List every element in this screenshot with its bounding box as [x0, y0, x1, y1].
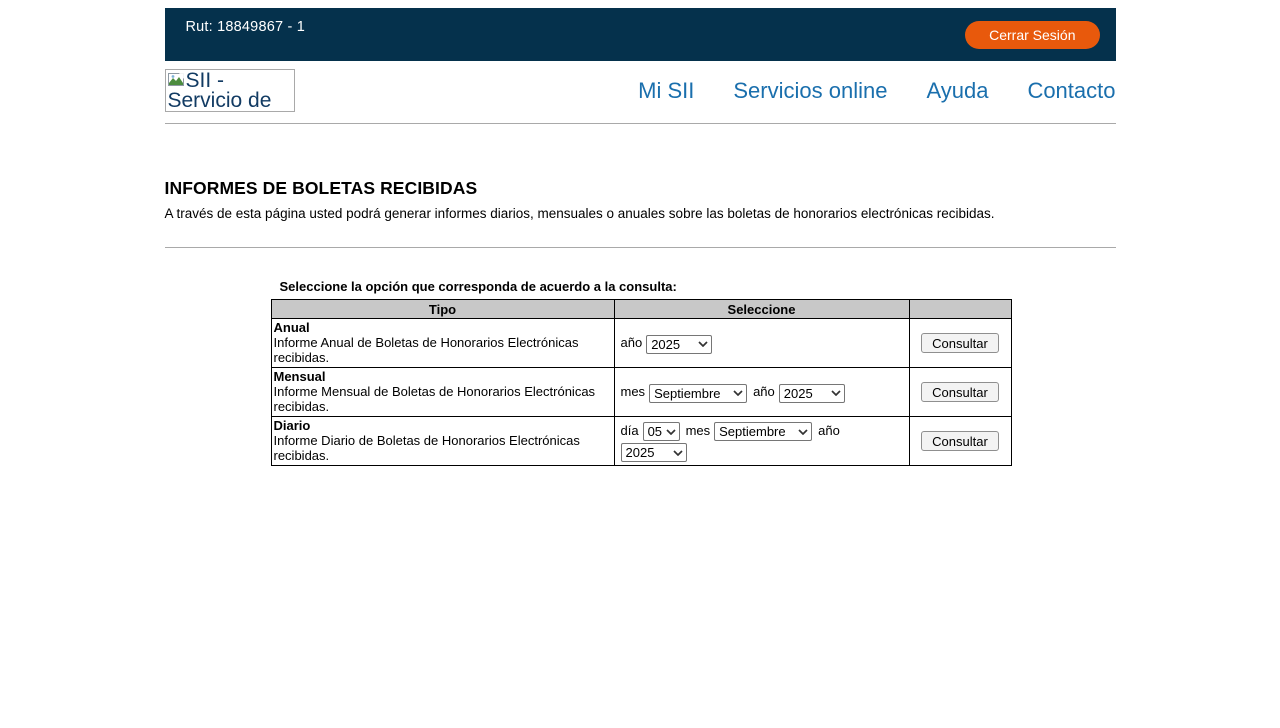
column-header-tipo: Tipo — [271, 300, 614, 319]
chevron-down-icon — [666, 429, 676, 435]
chevron-down-icon — [733, 390, 743, 396]
row-description-mensual: Informe Mensual de Boletas de Honorarios Electrónicas recibidas. — [273, 384, 596, 414]
sii-logo-broken-image[interactable] — [165, 69, 295, 112]
anual-year-value: 2025 — [651, 336, 681, 352]
mensual-month-value: Septiembre — [654, 385, 721, 401]
table-row-anual — [271, 319, 1011, 368]
anual-year-label: año — [620, 335, 643, 351]
consultar-mensual-button[interactable]: Consultar — [921, 382, 999, 402]
row-type-mensual: Mensual — [273, 369, 326, 384]
diario-day-value: 05 — [647, 424, 663, 439]
chevron-down-icon — [798, 429, 808, 435]
session-topbar — [165, 8, 1116, 61]
report-options-table — [271, 299, 1012, 466]
nav-servicios-online[interactable]: Servicios online — [733, 77, 888, 103]
mensual-month-label: mes — [620, 384, 646, 400]
diario-day-label: día — [620, 422, 639, 438]
selection-prompt: Seleccione la opción que corresponda de acuerdo a la consulta: — [279, 279, 677, 294]
column-header-action — [909, 300, 1011, 319]
diario-month-value: Septiembre — [719, 424, 786, 439]
anual-year-select[interactable] — [646, 335, 712, 354]
section-divider — [165, 247, 1116, 248]
diario-year-value: 2025 — [625, 445, 655, 461]
consultar-anual-button[interactable]: Consultar — [921, 333, 999, 353]
logo-alt-text: SII - Servicio de — [167, 69, 272, 112]
mensual-year-value: 2025 — [783, 385, 813, 401]
table-row-mensual — [271, 368, 1011, 417]
row-description-anual: Informe Anual de Boletas de Honorarios Electrónicas recibidas. — [273, 335, 579, 365]
nav-contacto[interactable]: Contacto — [1027, 77, 1116, 103]
site-header — [165, 61, 1116, 123]
broken-image-icon — [168, 73, 185, 87]
mensual-year-select[interactable] — [779, 384, 845, 403]
chevron-down-icon — [698, 341, 708, 347]
rut-label: Rut: 18849867 - 1 — [185, 19, 305, 35]
diario-year-label: año — [818, 422, 840, 438]
page-container — [165, 8, 1116, 466]
mensual-year-label: año — [753, 384, 775, 400]
row-description-diario: Informe Diario de Boletas de Honorarios Electrónicas recibidas. — [273, 433, 580, 463]
diario-month-label: mes — [685, 422, 711, 438]
chevron-down-icon — [831, 390, 841, 396]
page-description: A través de esta página usted podrá generar informes diarios, mensuales o anuales sobre las boletas de honorarios electrónicas recibidas. — [164, 206, 995, 221]
chevron-down-icon — [673, 450, 683, 456]
column-header-seleccione: Seleccione — [614, 300, 909, 319]
consultar-diario-button[interactable]: Consultar — [921, 431, 999, 451]
page-title: INFORMES DE BOLETAS RECIBIDAS — [164, 178, 478, 198]
table-row-diario — [271, 417, 1011, 466]
nav-ayuda[interactable]: Ayuda — [926, 77, 989, 103]
diario-day-select[interactable] — [643, 422, 680, 441]
row-type-diario: Diario — [273, 418, 311, 433]
mensual-month-select[interactable] — [649, 384, 747, 403]
header-divider — [165, 123, 1116, 124]
diario-month-select[interactable] — [714, 422, 812, 441]
main-nav — [638, 78, 1115, 104]
table-header-row — [271, 300, 1011, 319]
diario-year-select[interactable] — [621, 443, 687, 462]
nav-mi-sii[interactable]: Mi SII — [638, 77, 695, 103]
logout-button[interactable]: Cerrar Sesión — [965, 21, 1099, 49]
row-type-anual: Anual — [273, 320, 310, 335]
